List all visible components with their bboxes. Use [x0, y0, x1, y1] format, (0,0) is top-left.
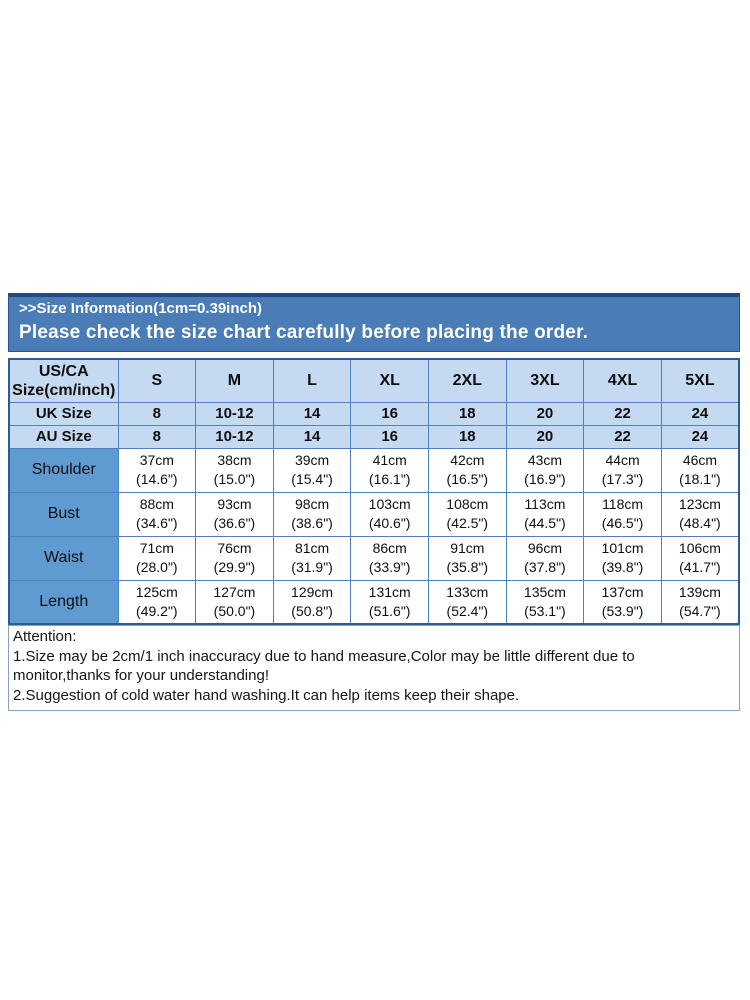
measure-value-cell	[196, 492, 274, 536]
measure-cm-value: 81cm	[294, 540, 330, 556]
measure-inch-value: (48.4")	[679, 515, 721, 531]
measure-cm-value: 91cm	[450, 540, 485, 556]
measure-cm-value: 98cm	[294, 496, 330, 512]
measure-inch-value: (35.8")	[446, 559, 489, 575]
measure-value-cell	[506, 492, 584, 536]
measure-cm-value: 125cm	[135, 583, 178, 600]
measure-inch-value: (50.0")	[213, 602, 256, 619]
size-table-body	[9, 359, 739, 624]
measure-inch-value: (51.6")	[368, 602, 411, 619]
measure-inch-value: (17.3")	[601, 471, 644, 487]
measure-value-cell	[273, 536, 351, 580]
corner-header-cell	[9, 359, 118, 402]
measure-value-cell	[196, 448, 274, 492]
measure-inch-value: (18.1")	[679, 471, 721, 487]
measure-cm-value: 71cm	[139, 540, 174, 556]
size-column-header: 4XL	[584, 359, 662, 402]
measure-cm-value: 103cm	[368, 496, 411, 512]
table-header-row	[9, 359, 739, 402]
measure-inch-value: (28.0")	[136, 559, 178, 575]
measure-row-label: Waist	[9, 536, 118, 580]
region-size-value: 8	[118, 402, 196, 425]
measure-cm-value: 135cm	[523, 583, 566, 600]
measure-value-cell	[584, 448, 662, 492]
measure-cm-value: 86cm	[372, 540, 407, 556]
measure-value-cell	[429, 536, 507, 580]
measure-cm-value: 46cm	[682, 452, 718, 468]
measure-cm-value: 113cm	[524, 496, 566, 512]
measure-inch-value: (54.7")	[679, 602, 721, 619]
region-size-value: 24	[661, 425, 739, 448]
measure-value-cell	[118, 536, 196, 580]
measure-inch-value: (40.6")	[368, 515, 411, 531]
measure-inch-value: (50.8")	[291, 602, 333, 619]
measure-inch-value: (31.9")	[291, 559, 333, 575]
measure-row-label: Shoulder	[9, 448, 118, 492]
measurement-row	[9, 448, 739, 492]
region-size-value: 22	[584, 425, 662, 448]
measure-value-cell	[584, 492, 662, 536]
measure-cm-value: 96cm	[527, 540, 563, 556]
region-row-label: UK Size	[9, 402, 118, 425]
corner-header-line: Size(cm/inch)	[12, 381, 116, 399]
region-size-row	[9, 402, 739, 425]
region-size-value: 18	[429, 425, 507, 448]
size-column-header: XL	[351, 359, 429, 402]
measure-cm-value: 106cm	[678, 540, 721, 556]
measure-inch-value: (16.1")	[368, 471, 411, 487]
size-column-header: S	[118, 359, 196, 402]
measure-value-cell	[584, 580, 662, 624]
measure-cm-value: 129cm	[291, 583, 334, 600]
measure-inch-value: (33.9")	[368, 559, 411, 575]
measure-cm-value: 123cm	[678, 496, 721, 512]
measure-value-cell	[351, 580, 429, 624]
measure-inch-value: (16.5")	[446, 471, 489, 487]
measure-cm-value: 118cm	[602, 496, 644, 512]
measure-inch-value: (46.5")	[601, 515, 644, 531]
measure-cm-value: 127cm	[213, 583, 256, 600]
measure-inch-value: (36.6")	[213, 515, 256, 531]
measure-value-cell	[661, 492, 739, 536]
region-size-value: 8	[118, 425, 196, 448]
measure-row-label: Length	[9, 580, 118, 624]
measure-value-cell	[429, 448, 507, 492]
measure-value-cell	[196, 536, 274, 580]
size-chart-page	[8, 293, 740, 711]
measure-inch-value: (39.8")	[601, 559, 644, 575]
measure-inch-value: (42.5")	[446, 515, 489, 531]
region-size-row	[9, 425, 739, 448]
measure-cm-value: 76cm	[217, 540, 252, 556]
measure-inch-value: (38.6")	[291, 515, 333, 531]
measure-value-cell	[661, 580, 739, 624]
measure-cm-value: 133cm	[446, 583, 489, 600]
attention-note-1: 1.Size may be 2cm/1 inch inaccuracy due to hand measure,Color may be little different due to monitor,thanks for your understanding!	[13, 647, 635, 684]
measure-cm-value: 44cm	[605, 452, 640, 468]
attention-heading: Attention:	[13, 628, 77, 645]
measure-value-cell	[118, 492, 196, 536]
measurement-row	[9, 492, 739, 536]
measure-cm-value: 39cm	[294, 452, 330, 468]
measure-value-cell	[429, 492, 507, 536]
measure-value-cell	[506, 580, 584, 624]
measure-inch-value: (15.4")	[291, 471, 333, 487]
measure-value-cell	[196, 580, 274, 624]
measure-cm-value: 139cm	[678, 583, 721, 600]
size-info-banner	[8, 293, 740, 352]
measure-value-cell	[429, 580, 507, 624]
measure-cm-value: 41cm	[372, 452, 407, 468]
measure-value-cell	[506, 448, 584, 492]
measurement-row	[9, 536, 739, 580]
region-size-value: 14	[273, 425, 351, 448]
size-table	[8, 358, 740, 625]
region-size-value: 14	[273, 402, 351, 425]
corner-header-line: US/CA	[38, 362, 89, 380]
banner-subtitle: Please check the size chart carefully before placing the order.	[19, 322, 589, 343]
measure-inch-value: (44.5")	[524, 515, 566, 531]
measure-inch-value: (14.6")	[136, 471, 178, 487]
measure-value-cell	[118, 580, 196, 624]
region-size-value: 20	[506, 425, 584, 448]
measure-cm-value: 88cm	[139, 496, 174, 512]
measure-inch-value: (16.9")	[524, 471, 566, 487]
measure-inch-value: (41.7")	[679, 559, 721, 575]
measure-cm-value: 37cm	[139, 452, 174, 468]
measure-value-cell	[118, 448, 196, 492]
attention-box	[8, 625, 740, 711]
measure-cm-value: 108cm	[446, 496, 489, 512]
size-column-header: L	[273, 359, 351, 402]
measure-value-cell	[273, 580, 351, 624]
measure-value-cell	[273, 492, 351, 536]
measure-row-label: Bust	[9, 492, 118, 536]
measure-inch-value: (53.9")	[601, 602, 644, 619]
region-size-value: 18	[429, 402, 507, 425]
measure-cm-value: 101cm	[601, 540, 644, 556]
region-row-label: AU Size	[9, 425, 118, 448]
measure-cm-value: 93cm	[217, 496, 252, 512]
measure-cm-value: 137cm	[601, 583, 644, 600]
measure-inch-value: (34.6")	[136, 515, 178, 531]
measure-value-cell	[661, 536, 739, 580]
measure-value-cell	[584, 536, 662, 580]
region-size-value: 10-12	[196, 402, 274, 425]
banner-title: >>Size Information(1cm=0.39inch)	[19, 300, 262, 317]
size-column-header: 2XL	[429, 359, 507, 402]
measure-value-cell	[661, 448, 739, 492]
size-column-header: 5XL	[661, 359, 739, 402]
region-size-value: 24	[661, 402, 739, 425]
measure-value-cell	[351, 492, 429, 536]
size-column-header: 3XL	[506, 359, 584, 402]
measure-value-cell	[273, 448, 351, 492]
measure-cm-value: 43cm	[527, 452, 563, 468]
measure-value-cell	[351, 448, 429, 492]
measure-inch-value: (37.8")	[524, 559, 566, 575]
measure-value-cell	[351, 536, 429, 580]
measure-inch-value: (53.1")	[524, 602, 566, 619]
region-size-value: 22	[584, 402, 662, 425]
measure-cm-value: 38cm	[217, 452, 252, 468]
measure-inch-value: (29.9")	[213, 559, 256, 575]
measure-value-cell	[506, 536, 584, 580]
measurement-row	[9, 580, 739, 624]
measure-cm-value: 42cm	[450, 452, 485, 468]
region-size-value: 16	[351, 402, 429, 425]
measure-inch-value: (49.2")	[136, 602, 178, 619]
measure-inch-value: (15.0")	[213, 471, 256, 487]
measure-inch-value: (52.4")	[446, 602, 489, 619]
attention-note-2: 2.Suggestion of cold water hand washing.It can help items keep their shape.	[13, 686, 520, 704]
size-column-header: M	[196, 359, 274, 402]
region-size-value: 10-12	[196, 425, 274, 448]
measure-cm-value: 131cm	[368, 583, 411, 600]
region-size-value: 16	[351, 425, 429, 448]
region-size-value: 20	[506, 402, 584, 425]
